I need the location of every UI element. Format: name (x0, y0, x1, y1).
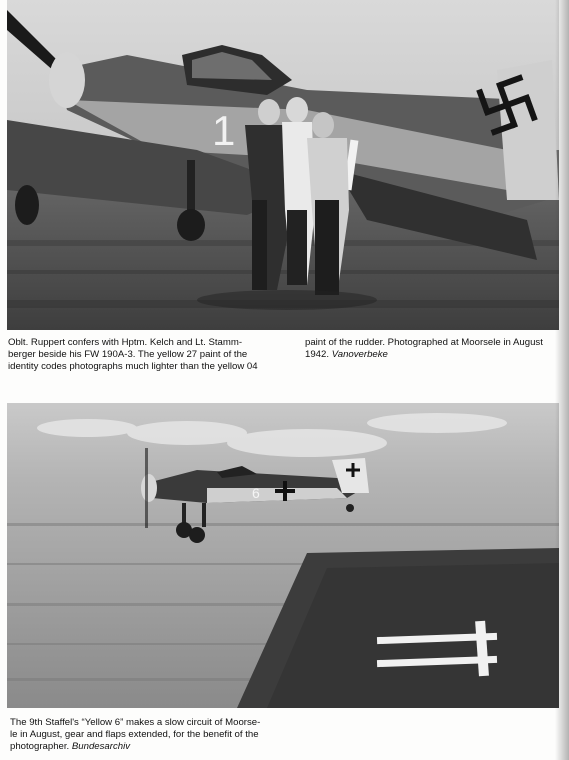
fuselage-code-6: 6 (252, 485, 260, 501)
caption-line: paint of the rudder. Photographed at Moorsele in August (305, 337, 543, 348)
caption-line: berger beside his FW 190A-3. The yellow 27 paint of the (8, 349, 248, 360)
caption-text: photographer. (10, 741, 70, 752)
caption-line (10, 741, 280, 753)
caption-line: Oblt. Ruppert confers with Hptm. Kelch and Lt. Stamm- (8, 337, 243, 348)
flight-scene-illustration (7, 403, 559, 708)
photo-credit: Bundesarchiv (71, 741, 131, 752)
in-flight-photo (7, 403, 559, 708)
photo2-caption (10, 717, 280, 753)
page-gutter-shadow (555, 0, 569, 760)
pilot-figures (245, 97, 349, 295)
photo1-caption-left (8, 337, 278, 373)
caption-line: le in August, gear and flaps extended, for the benefit of the (10, 729, 259, 740)
photo1-caption-right (305, 337, 565, 361)
fuselage-code-1: 1 (212, 107, 236, 154)
caption-line: The 9th Staffel's “Yellow 6” makes a slow circuit of Moorse- (10, 717, 261, 728)
photo-credit: Vanoverbeke (331, 349, 388, 360)
caption-line (305, 349, 565, 361)
caption-line: identity codes photographs much lighter than the yellow 04 (8, 361, 258, 372)
caption-text: 1942. (305, 349, 330, 360)
ground-crew-photo (7, 0, 559, 330)
ground-scene-illustration (7, 0, 559, 330)
